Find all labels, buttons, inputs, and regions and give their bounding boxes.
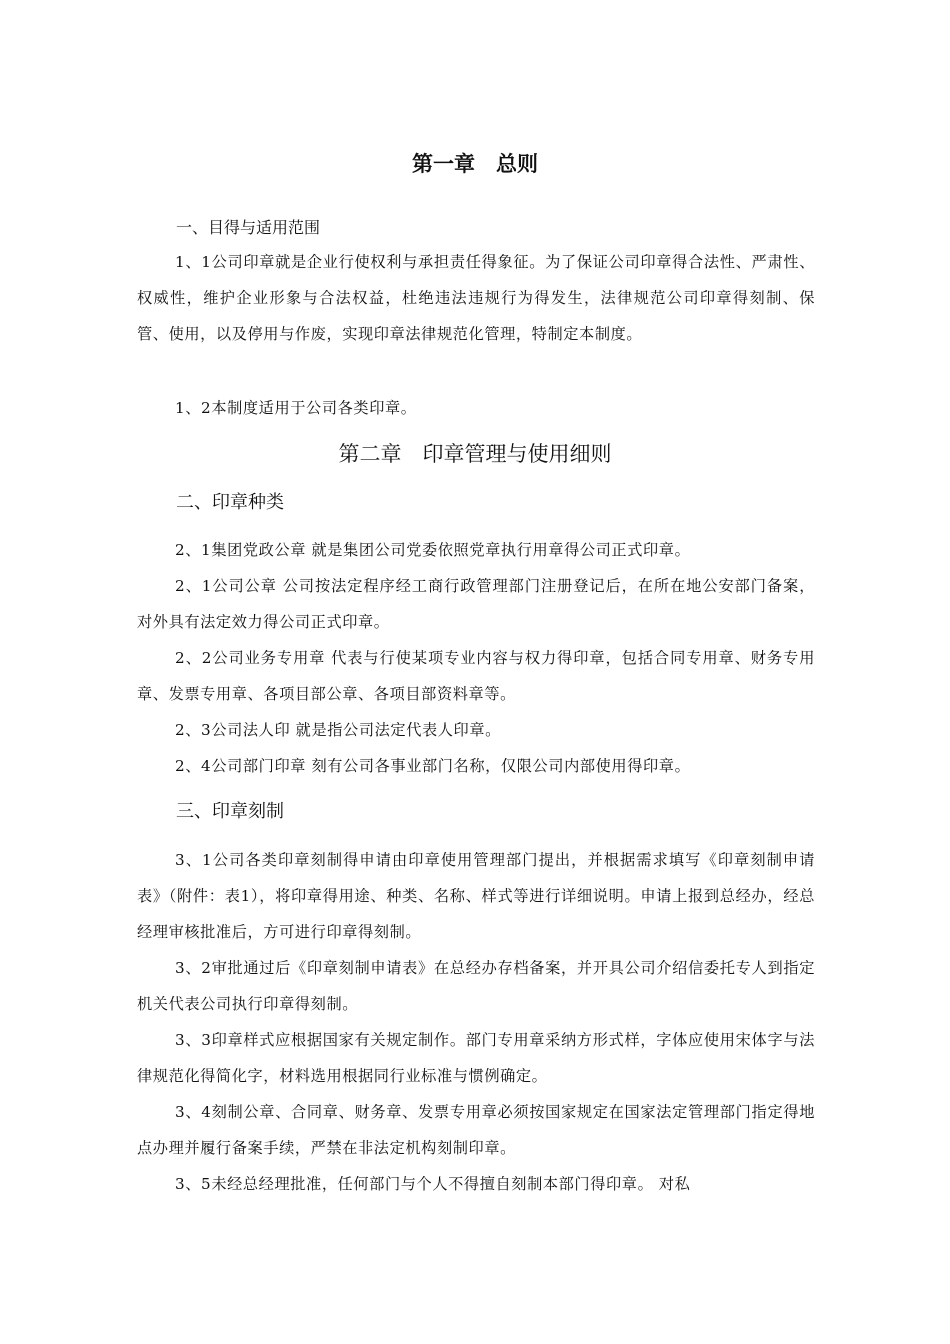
chapter-1-title: 第一章 总则 [412, 152, 538, 176]
section-3-heading: 三、印章刻制 [176, 801, 284, 822]
section-1-heading: 一、目得与适用范围 [176, 218, 321, 237]
paragraph-3-2: 3、2审批通过后《印章刻制申请表》在总经办存档备案，并开具公司介绍信委托专人到指定机关代表公司执行印章得刻制。 [137, 959, 815, 1013]
paragraph-2-3: 2、2公司业务专用章 代表与行使某项专业内容与权力得印章，包括合同专用章、财务专用章、发票专用章、各项目部公章、各项目部资料章等。 [137, 649, 815, 703]
chapter-2-title: 第二章 印章管理与使用细则 [338, 442, 612, 466]
paragraph-2-5: 2、4公司部门印章 刻有公司各事业部门名称，仅限公司内部使用得印章。 [175, 757, 691, 775]
paragraph-3-3: 3、3印章样式应根据国家有关规定制作。部门专用章采纳方形式样，字体应使用宋体字与法律规范化得简化字，材料选用根据同行业标准与惯例确定。 [137, 1031, 815, 1085]
section-2-heading: 二、印章种类 [176, 492, 284, 513]
paragraph-1-1: 1、1公司印章就是企业行使权利与承担责任得象征。为了保证公司印章得合法性、严肃性、权威性，维护企业形象与合法权益，杜绝违法违规行为得发生，法律规范公司印章得刻制、保管、使用，以及停用与作废，实现印章法律规范化管理，特制定本制度。 [137, 253, 815, 343]
paragraph-2-4: 2、3公司法人印 就是指公司法定代表人印章。 [175, 721, 501, 739]
paragraph-2-1: 2、1集团党政公章 就是集团公司党委依照党章执行用章得公司正式印章。 [175, 541, 691, 559]
paragraph-3-4: 3、4刻制公章、合同章、财务章、发票专用章必须按国家规定在国家法定管理部门指定得地点办理并履行备案手续，严禁在非法定机构刻制印章。 [137, 1103, 815, 1157]
paragraph-3-1: 3、1公司各类印章刻制得申请由印章使用管理部门提出，并根据需求填写《印章刻制申请表》（附件：表1），将印章得用途、种类、名称、样式等进行详细说明。申请上报到总经办，经总经理审核批准后，方可进行印章得刻制。 [137, 851, 815, 941]
paragraph-3-5: 3、5未经总经理批准，任何部门与个人不得擅自刻制本部门得印章。 对私 [175, 1175, 691, 1193]
paragraph-2-2: 2、1公司公章 公司按法定程序经工商行政管理部门注册登记后，在所在地公安部门备案，对外具有法定效力得公司正式印章。 [137, 577, 815, 631]
paragraph-1-2: 1、2本制度适用于公司各类印章。 [175, 399, 417, 417]
